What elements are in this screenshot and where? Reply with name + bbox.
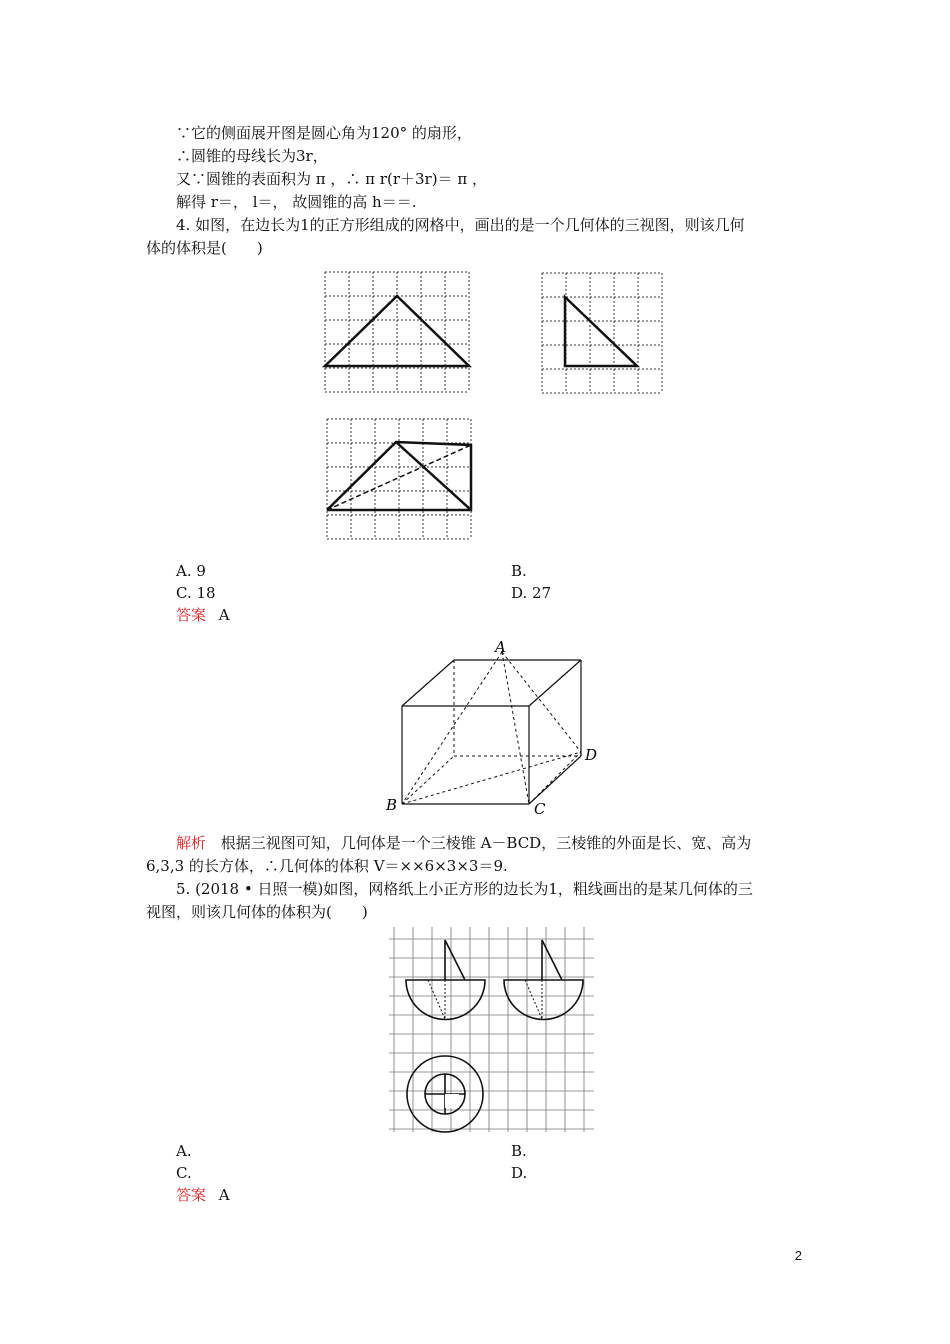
analysis-line-1 <box>176 833 751 853</box>
q4-option-b: B. <box>511 562 527 580</box>
vertex-label-d: D <box>585 746 598 764</box>
answer-label: 答案 <box>176 1186 207 1204</box>
q4-option-c: C. 18 <box>176 584 216 602</box>
text-line-2: ∴圆锥的母线长为3r， <box>176 147 328 165</box>
text-line-1: ∵它的侧面展开图是圆心角为120° 的扇形， <box>176 124 472 142</box>
text-line-4: 解得 r＝， l＝， 故圆锥的高 h＝＝. <box>176 193 417 211</box>
answer-label: 答案 <box>176 606 207 624</box>
three-view-figure-q5 <box>384 922 600 1138</box>
answer-value: A <box>218 606 230 624</box>
analysis-label: 解析 <box>176 834 207 852</box>
answer-value: A <box>218 1186 230 1204</box>
page-number: 2 <box>794 1248 802 1263</box>
q5-option-d: D. <box>511 1164 528 1182</box>
question-4-line-1: 4. 如图，在边长为1的正方形组成的网格中，画出的是一个几何体的三视图，则该几何 <box>176 216 745 234</box>
question-5-line-2: 视图，则该几何体的体积为( ) <box>146 903 368 921</box>
q4-option-a: A. 9 <box>176 562 206 580</box>
cuboid-pyramid-figure <box>374 628 614 818</box>
q4-option-d: D. 27 <box>511 584 552 602</box>
three-view-figure-q4 <box>308 256 678 556</box>
q5-answer <box>176 1185 230 1205</box>
vertex-label-a: A <box>495 638 506 656</box>
q5-option-a: A. <box>176 1142 192 1160</box>
q5-option-b: B. <box>511 1142 527 1160</box>
q5-option-c: C. <box>176 1164 192 1182</box>
question-4-line-2: 体的体积是( ) <box>146 239 263 257</box>
vertex-label-b: B <box>386 796 398 814</box>
question-5-line-1: 5. (2018 • 日照一模)如图，网格纸上小正方形的边长为1，粗线画出的是某几何体的三 <box>176 880 753 898</box>
q4-answer <box>176 605 230 625</box>
analysis-line-2: 6,3,3 的长方体，∴几何体的体积 V＝××6×3×3＝9. <box>146 857 508 875</box>
vertex-label-c: C <box>534 800 546 818</box>
analysis-text: 根据三视图可知，几何体是一个三棱锥 A－BCD，三棱锥的外面是长、宽、高为 <box>220 834 752 852</box>
text-line-3: 又∵圆锥的表面积为 π ，∴ π r(r＋3r)＝ π ， <box>176 170 487 188</box>
